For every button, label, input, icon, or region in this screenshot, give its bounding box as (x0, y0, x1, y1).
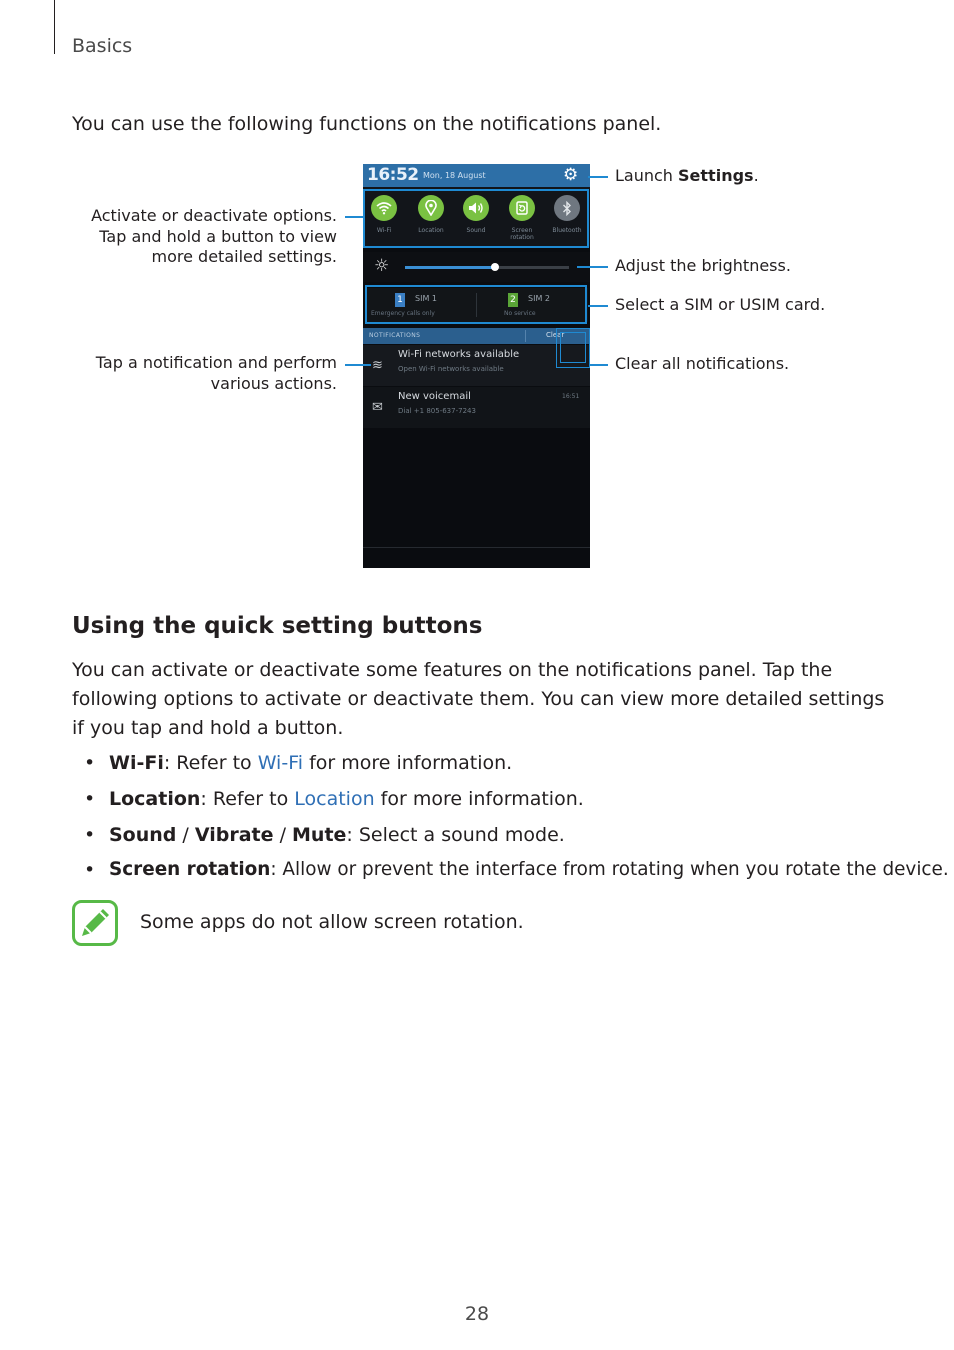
notification-item-voicemail[interactable] (363, 387, 590, 428)
notification-subtitle: Open Wi-Fi networks available (398, 365, 504, 373)
brightness-slider[interactable] (405, 266, 569, 269)
callout-tap: Tap a notification and perform various actions. (95, 353, 337, 393)
sim-2-icon: 2 (508, 293, 518, 307)
callout-line-clear (590, 364, 608, 366)
quick-label-bluetooth: Bluetooth (552, 227, 582, 234)
wifi-link[interactable]: Wi-Fi (257, 752, 304, 774)
header-divider (525, 330, 526, 342)
brightness-icon: ☼ (374, 256, 390, 276)
sim-2-status: No service (504, 310, 536, 317)
brightness-control (363, 252, 590, 282)
quick-label-location: Location (418, 227, 444, 234)
callout-brightness: Adjust the brightness. (615, 256, 791, 275)
quick-label-rotation: Screen rotation (510, 227, 534, 241)
clear-button[interactable]: Clear (546, 331, 565, 339)
callout-settings: Launch Settings. (615, 166, 759, 185)
callout-sim: Select a SIM or USIM card. (615, 295, 826, 314)
callout-line-tap (345, 364, 371, 366)
callout-line-quick (345, 216, 363, 218)
quick-label-sound: Sound (466, 227, 486, 234)
sim-1-status: Emergency calls only (371, 310, 435, 317)
callout-line-settings (588, 176, 608, 178)
notification-time: 16:51 (562, 393, 580, 400)
date: Mon, 18 August (423, 171, 486, 180)
clock: 16:52 (367, 165, 419, 185)
brightness-thumb[interactable] (491, 263, 499, 271)
notification-title: Wi-Fi networks available (398, 349, 520, 360)
notifications-label: NOTIFICATIONS (369, 332, 421, 339)
clear-frame-inner (560, 332, 586, 363)
wifi-notification-icon: ≋ (372, 358, 383, 373)
section-heading: Using the quick setting buttons (72, 613, 483, 639)
quick-label-wifi: Wi-Fi (376, 227, 392, 234)
callout-line-sim (588, 305, 608, 307)
note-text: Some apps do not allow screen rotation. (140, 911, 524, 933)
panel-bottom-divider (363, 547, 590, 548)
callout-line-brightness (577, 266, 608, 268)
callout-quick: Activate or deactivate options. Tap and hold a button to view more detailed settings. (91, 206, 337, 266)
notification-subtitle: Dial +1 805-637-7243 (398, 407, 476, 415)
sim-1-icon: 1 (395, 293, 405, 307)
page-number: 28 (464, 1303, 490, 1325)
note-pencil-icon (72, 900, 118, 946)
voicemail-icon: ✉ (372, 400, 383, 415)
sim-2-name: SIM 2 (528, 294, 550, 303)
intro-text: You can use the following functions on the notifications panel. (72, 113, 662, 135)
header-rule (54, 0, 55, 54)
sim-frame (365, 285, 587, 324)
section-label: Basics (72, 35, 133, 57)
notification-title: New voicemail (398, 391, 471, 402)
quick-buttons-frame (363, 189, 589, 248)
brightness-fill (405, 266, 495, 269)
location-link[interactable]: Location (294, 788, 375, 810)
callout-clear: Clear all notifications. (615, 354, 790, 373)
gear-icon[interactable]: ⚙ (563, 165, 579, 185)
status-bar (363, 164, 590, 187)
section-paragraph: You can activate or deactivate some features on the notifications panel. Tap the following options to activate or deactivate them. You can view more detailed settings if you tap and hold a button. (72, 659, 885, 739)
sim-1-name: SIM 1 (415, 294, 437, 303)
